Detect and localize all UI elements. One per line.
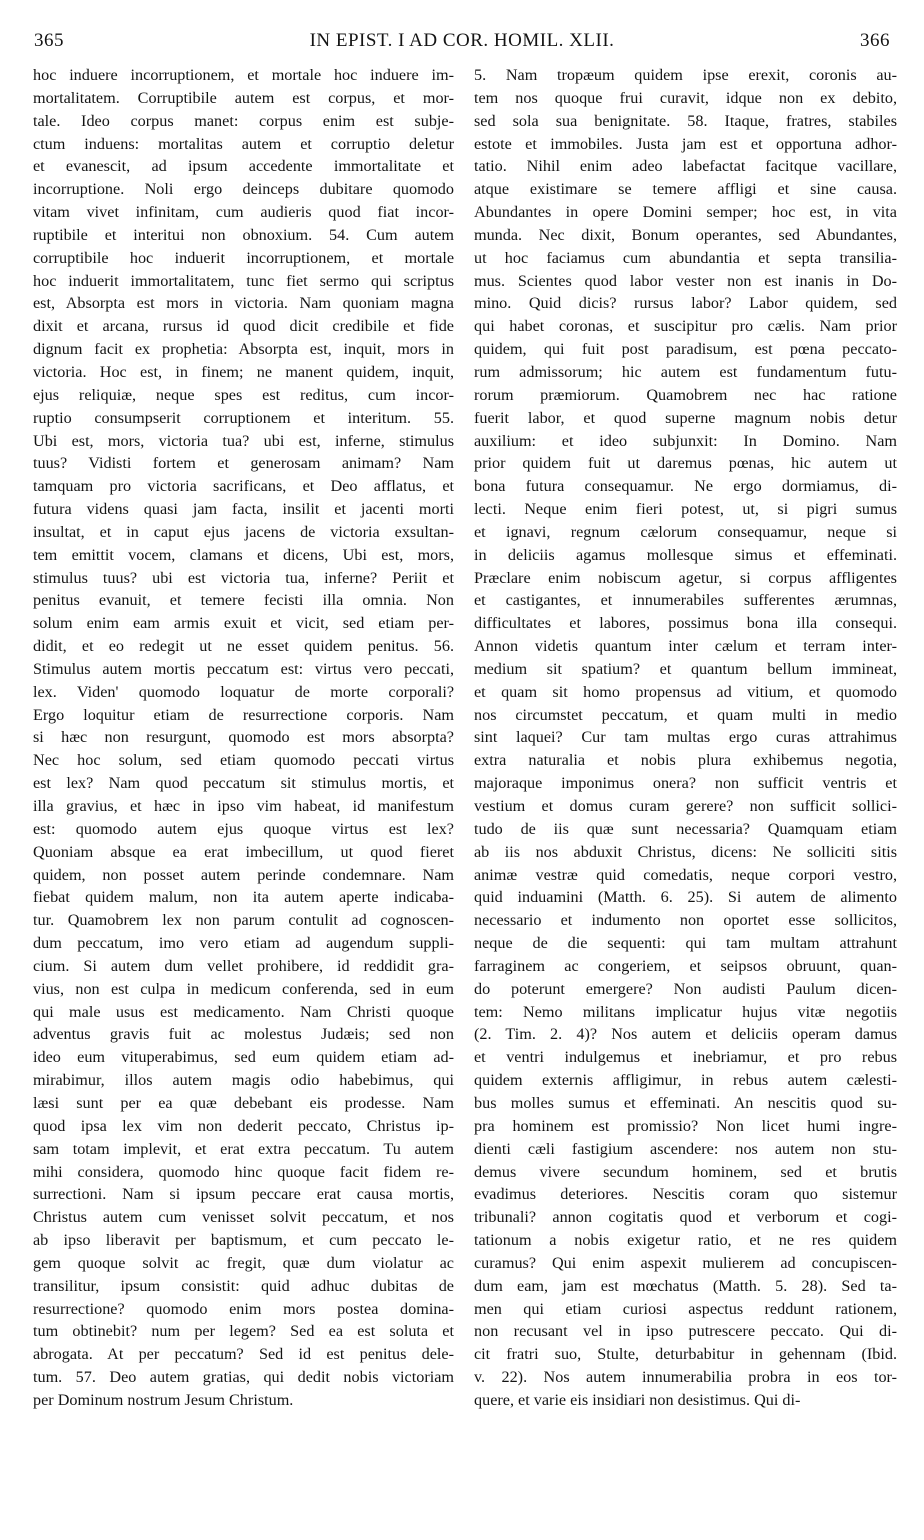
text-line: auxilium: et ideo subjunxit: In Domino. Nam <box>474 431 897 450</box>
left-text-column <box>33 64 454 1412</box>
text-line: animæ vestræ quid comedatis, neque corpori vestro, <box>474 865 897 884</box>
text-line: non recusant vel in ipso putrescere peccato. Qui di- <box>474 1322 897 1341</box>
text-line: per Dominum nostrum Jesum Christum. <box>33 1390 294 1409</box>
text-line: Ubi est, mors, victoria tua? ubi est, inferne, stimulus <box>33 431 454 450</box>
text-line: tem nos quoque frui curavit, idque non ex debito, <box>474 88 897 107</box>
text-line: mino. Quid dicis? rursus labor? Labor quidem, sed <box>474 294 897 313</box>
text-line: dixit et arcana, rursus id quod dicit credibile et fide <box>33 317 454 336</box>
text-line: qui male usus est medicamento. Nam Christi quoque <box>33 1002 454 1021</box>
text-line: sam totam implevit, et erat extra peccatum. Tu autem <box>33 1139 454 1158</box>
text-line: dum peccatum, imo vero etiam ad augendum suppli- <box>33 934 454 953</box>
text-line: lex. Viden' quomodo loquatur de morte corporali? <box>33 682 454 701</box>
text-line: tur. Quamobrem lex non parum contulit ad cognoscen- <box>33 911 454 930</box>
text-line: cit fratri suo, Stulte, deturbabitur in gehennam (Ibid. <box>474 1345 897 1364</box>
text-line: est, Absorpta est mors in victoria. Nam quoniam magna <box>33 294 454 313</box>
text-line: dum eam, jam est mœchatus (Matth. 5. 28). Sed ta- <box>474 1276 897 1295</box>
text-line: tuus? Vidisti fortem et generosam animam? Nam <box>33 454 454 473</box>
text-line: munda. Nec dixit, Bonum operantes, sed Abundantes, <box>474 225 897 244</box>
text-line: corruptibile hoc induerit incorruptionem, et mortale <box>33 248 454 267</box>
text-line: Nec hoc solum, sed etiam quomodo peccati virtus <box>33 751 454 770</box>
text-line: tale. Ideo corpus manet: corpus enim est subje- <box>33 111 454 130</box>
text-line: tamquam pro victoria sacrificans, et Deo afflatus, et <box>33 477 454 496</box>
text-line: v. 22). Nos autem innumerabilia probra in eos tor- <box>474 1368 897 1387</box>
text-line: bus molles sumus et effeminati. An nescitis quod su- <box>474 1093 897 1112</box>
text-line: insultat, et in caput ejus jacens de victoria exsultan- <box>33 522 454 541</box>
text-line: et ignavi, regnum cælorum consequamur, neque si <box>474 522 897 541</box>
text-line: quidem externis affligimur, in rebus autem cælesti- <box>474 1071 897 1090</box>
text-line: mihi considera, quomodo hinc quoque facit fidem re- <box>33 1162 454 1181</box>
running-title: IN EPIST. I AD COR. HOMIL. XLII. <box>309 30 615 51</box>
text-line: ctum induens: mortalitas autem et corruptio deletur <box>33 134 454 153</box>
text-line: ut hoc faciamus cum abundantia et septa transilia- <box>474 248 897 267</box>
text-line: (2. Tim. 2. 4)? Nos autem et deliciis operam damus <box>474 1025 897 1044</box>
text-line: tem emittit vocem, clamans et dicens, Ubi est, mors, <box>33 545 454 564</box>
text-line: Annon videtis quantum inter cælum et terram inter- <box>474 637 897 656</box>
text-line: evadimus deteriores. Nescitis coram quo sistemur <box>474 1185 897 1204</box>
text-line: et quam sit homo propensus ad vitium, et quomodo <box>474 682 897 701</box>
text-line: ab ipso liberavit per baptismum, et cum peccato le- <box>33 1231 454 1250</box>
text-line: prior quidem fuit ut daremus pœnas, hic autem ut <box>474 454 897 473</box>
text-line: ab iis nos abduxit Christus, dicens: Ne solliciti sitis <box>474 842 897 861</box>
text-line: est: quomodo autem ejus quoque virtus est lex? <box>33 819 454 838</box>
text-line: didit, et eo redegit ut ne esset quidem penitus. 56. <box>33 637 454 656</box>
text-line: in deliciis agamus mollesque simus et effeminati. <box>474 545 897 564</box>
text-line: qui habet coronas, et suscipitur pro cælis. Nam prior <box>474 317 897 336</box>
text-line: et evanescit, ad ipsum accedente immortalitate et <box>33 157 454 176</box>
text-line: mus. Scientes quod labor vester non est inanis in Do- <box>474 271 897 290</box>
text-line: vius, non est culpa in medicum conferenda, sed in eum <box>33 979 454 998</box>
text-line: Ergo loquitur etiam de resurrectione corporis. Nam <box>33 705 454 724</box>
text-line: fiebat quidem malum, non ita autem aperte indicaba- <box>33 888 454 907</box>
text-line: futura videns quasi jam facta, insilit et jacenti morti <box>33 500 454 519</box>
text-line: bona futura consequamur. Ne ergo dormiamus, di- <box>474 477 897 496</box>
running-header <box>34 30 890 60</box>
text-line: incorruptione. Noli ergo deinceps dubitare quomodo <box>33 180 454 199</box>
text-line: solum enim eam armis exuit et vicit, sed etiam per- <box>33 614 454 633</box>
text-line: hoc induerit immortalitatem, tunc fiet sermo qui scriptus <box>33 271 454 290</box>
text-line: cium. Si autem dum vellet prohibere, id reddidit gra- <box>33 956 454 975</box>
text-line: curamus? Qui enim aspexit mulierem ad concupiscen- <box>474 1253 897 1272</box>
page-number-left: 365 <box>34 30 64 51</box>
text-line: extra naturalia et nobis plura exhibemus negotia, <box>474 751 897 770</box>
text-line: quidem, qui fuit post paradisum, est pœna peccato- <box>474 340 897 359</box>
text-line: 5. Nam tropæum quidem ipse erexit, coronis au- <box>474 66 897 84</box>
text-line: mortalitatem. Corruptibile autem est corpus, et mor- <box>33 88 454 107</box>
text-line: tribunali? annon cogitatis quod et verborum et cogi- <box>474 1208 897 1227</box>
text-line: Christus autem cum venisset solvit peccatum, et nos <box>33 1208 454 1227</box>
text-line: tationum a nobis exigetur ratio, et ne res quidem <box>474 1231 897 1250</box>
text-line: tatio. Nihil enim adeo labefactat facitque vacillare, <box>474 157 897 176</box>
text-line: necessario et indumento non oportet esse sollicitos, <box>474 911 897 930</box>
text-line: et ventri indulgemus et inebriamur, et pro rebus <box>474 1048 897 1067</box>
text-line: vestium et domus curam gerere? non sufficit sollici- <box>474 797 897 815</box>
text-line: farraginem ac congeriem, et seipsos obruunt, quan- <box>474 956 897 975</box>
text-line: est lex? Nam quod peccatum sit stimulus mortis, et <box>33 774 454 793</box>
text-line: fuerit labor, et quod superne magnum nobis detur <box>474 408 897 427</box>
right-text-column <box>474 64 897 1412</box>
text-line: penitus evanuit, et temere fecisti illa omnia. Non <box>33 591 454 610</box>
text-line: nos circumstet peccatum, et quam multi in medio <box>474 705 897 724</box>
text-line: læsi sunt per ea quæ debebant eis prodesse. Nam <box>33 1093 454 1112</box>
text-line: neque de die sequenti: qui tam multam attrahunt <box>474 934 897 953</box>
text-line: dienti cæli fastigium ascendere: nos autem non stu- <box>474 1139 897 1158</box>
text-line: quidem, non posset autem perinde condemnare. Nam <box>33 865 454 884</box>
text-line: quere, et varie eis insidiari non desistimus. Qui di- <box>474 1390 801 1409</box>
text-line: tem: Nemo militans implicatur hujus vitæ negotiis <box>474 1002 897 1021</box>
text-line: gem quoque solvit ac fregit, quæ dum violatur ac <box>33 1253 454 1272</box>
text-line: sint laquei? Cur tam multas ergo curas attrahimus <box>474 728 897 747</box>
text-line: estote et immobiles. Justa jam est et opportuna adhor- <box>474 134 897 153</box>
text-line: Præclare enim nobiscum agetur, si corpus affligentes <box>474 568 897 587</box>
text-line: majoraque imponimus onera? non sufficit ventris et <box>474 774 897 793</box>
text-line: tum. 57. Deo autem gratias, qui dedit nobis victoriam <box>33 1368 454 1387</box>
text-line: vitam vivet infinitam, cum audieris quod fiat incor- <box>33 203 454 222</box>
text-line: abrogata. At per peccatum? Sed id est penitus dele- <box>33 1345 454 1364</box>
text-line: illa gravius, et hæc in ipso vim habeat, id manifestum <box>33 797 454 815</box>
text-line: demus vivere secundum hominem, sed et brutis <box>474 1162 897 1181</box>
text-line: difficultates et labores, possimus bona illa consequi. <box>474 614 897 633</box>
text-line: hoc induere incorruptionem, et mortale hoc induere im- <box>33 66 454 84</box>
text-line: rorum præmiorum. Quamobrem nec hac ratione <box>474 385 897 404</box>
text-line: atque existimare se temere affligi et sine causa. <box>474 180 897 199</box>
text-line: si hæc non resurgunt, quomodo est mors absorpta? <box>33 728 454 747</box>
text-line: victoria. Hoc est, in finem; ne manent quidem, inquit, <box>33 362 454 381</box>
text-line: lecti. Neque enim fieri potest, ut, si pigri sumus <box>474 500 897 519</box>
text-line: rum admissorum; hic autem est fundamentum futu- <box>474 362 897 381</box>
text-line: men qui etiam curiosi aspectus reddunt rationem, <box>474 1299 897 1318</box>
text-line: surrectioni. Nam si ipsum peccare erat causa mortis, <box>33 1185 454 1204</box>
text-line: transilitur, ipsum consistit: quid adhuc dubitas de <box>33 1276 454 1295</box>
text-line: sed sola sua benignitate. 58. Itaque, fratres, stabiles <box>474 111 897 130</box>
text-line: ejus reliquiæ, neque spes est reditus, cum incor- <box>33 385 454 404</box>
text-line: do poterunt emergere? Non audisti Paulum dicen- <box>474 979 897 998</box>
text-line: tum obtinebit? num per legem? Sed ea est soluta et <box>33 1322 454 1341</box>
text-line: pra hominem est promissio? Non licet humi ingre- <box>474 1116 897 1135</box>
text-line: Quoniam absque ea erat imbecillum, ut quod fieret <box>33 842 454 861</box>
text-line: Stimulus autem mortis peccatum est: virtus vero peccati, <box>33 659 454 678</box>
page-number-right: 366 <box>860 30 890 51</box>
text-line: ruptio consumpserit corruptionem et interitum. 55. <box>33 408 454 427</box>
text-line: medium sit spatium? et quantum bellum immineat, <box>474 659 897 678</box>
text-line: ideo eum vituperabimus, sed eum quidem etiam ad- <box>33 1048 454 1067</box>
text-line: quod ipsa lex vim non dederit peccato, Christus ip- <box>33 1116 454 1135</box>
text-line: quid induamini (Matth. 6. 25). Si autem de alimento <box>474 888 897 907</box>
text-line: ruptibile et interitui non obnoxium. 54. Cum autem <box>33 225 454 244</box>
text-line: stimulus tuus? ubi est victoria tua, inferne? Periit et <box>33 568 454 587</box>
text-line: Abundantes in opere Domini semper; hoc est, in vita <box>474 203 897 222</box>
text-line: resurrectione? quomodo enim mors postea domina- <box>33 1299 454 1318</box>
text-line: tudo de iis quæ sunt necessaria? Quamquam etiam <box>474 819 897 838</box>
text-line: adventus gravis fuit ac molestus Judæis; sed non <box>33 1025 454 1044</box>
text-line: et castigantes, et innumerabiles sufferentes ærumnas, <box>474 591 897 610</box>
text-line: mirabimur, illos autem magis odio habebimus, qui <box>33 1071 454 1090</box>
text-line: dignum facit ex prophetia: Absorpta est, inquit, mors in <box>33 340 454 359</box>
